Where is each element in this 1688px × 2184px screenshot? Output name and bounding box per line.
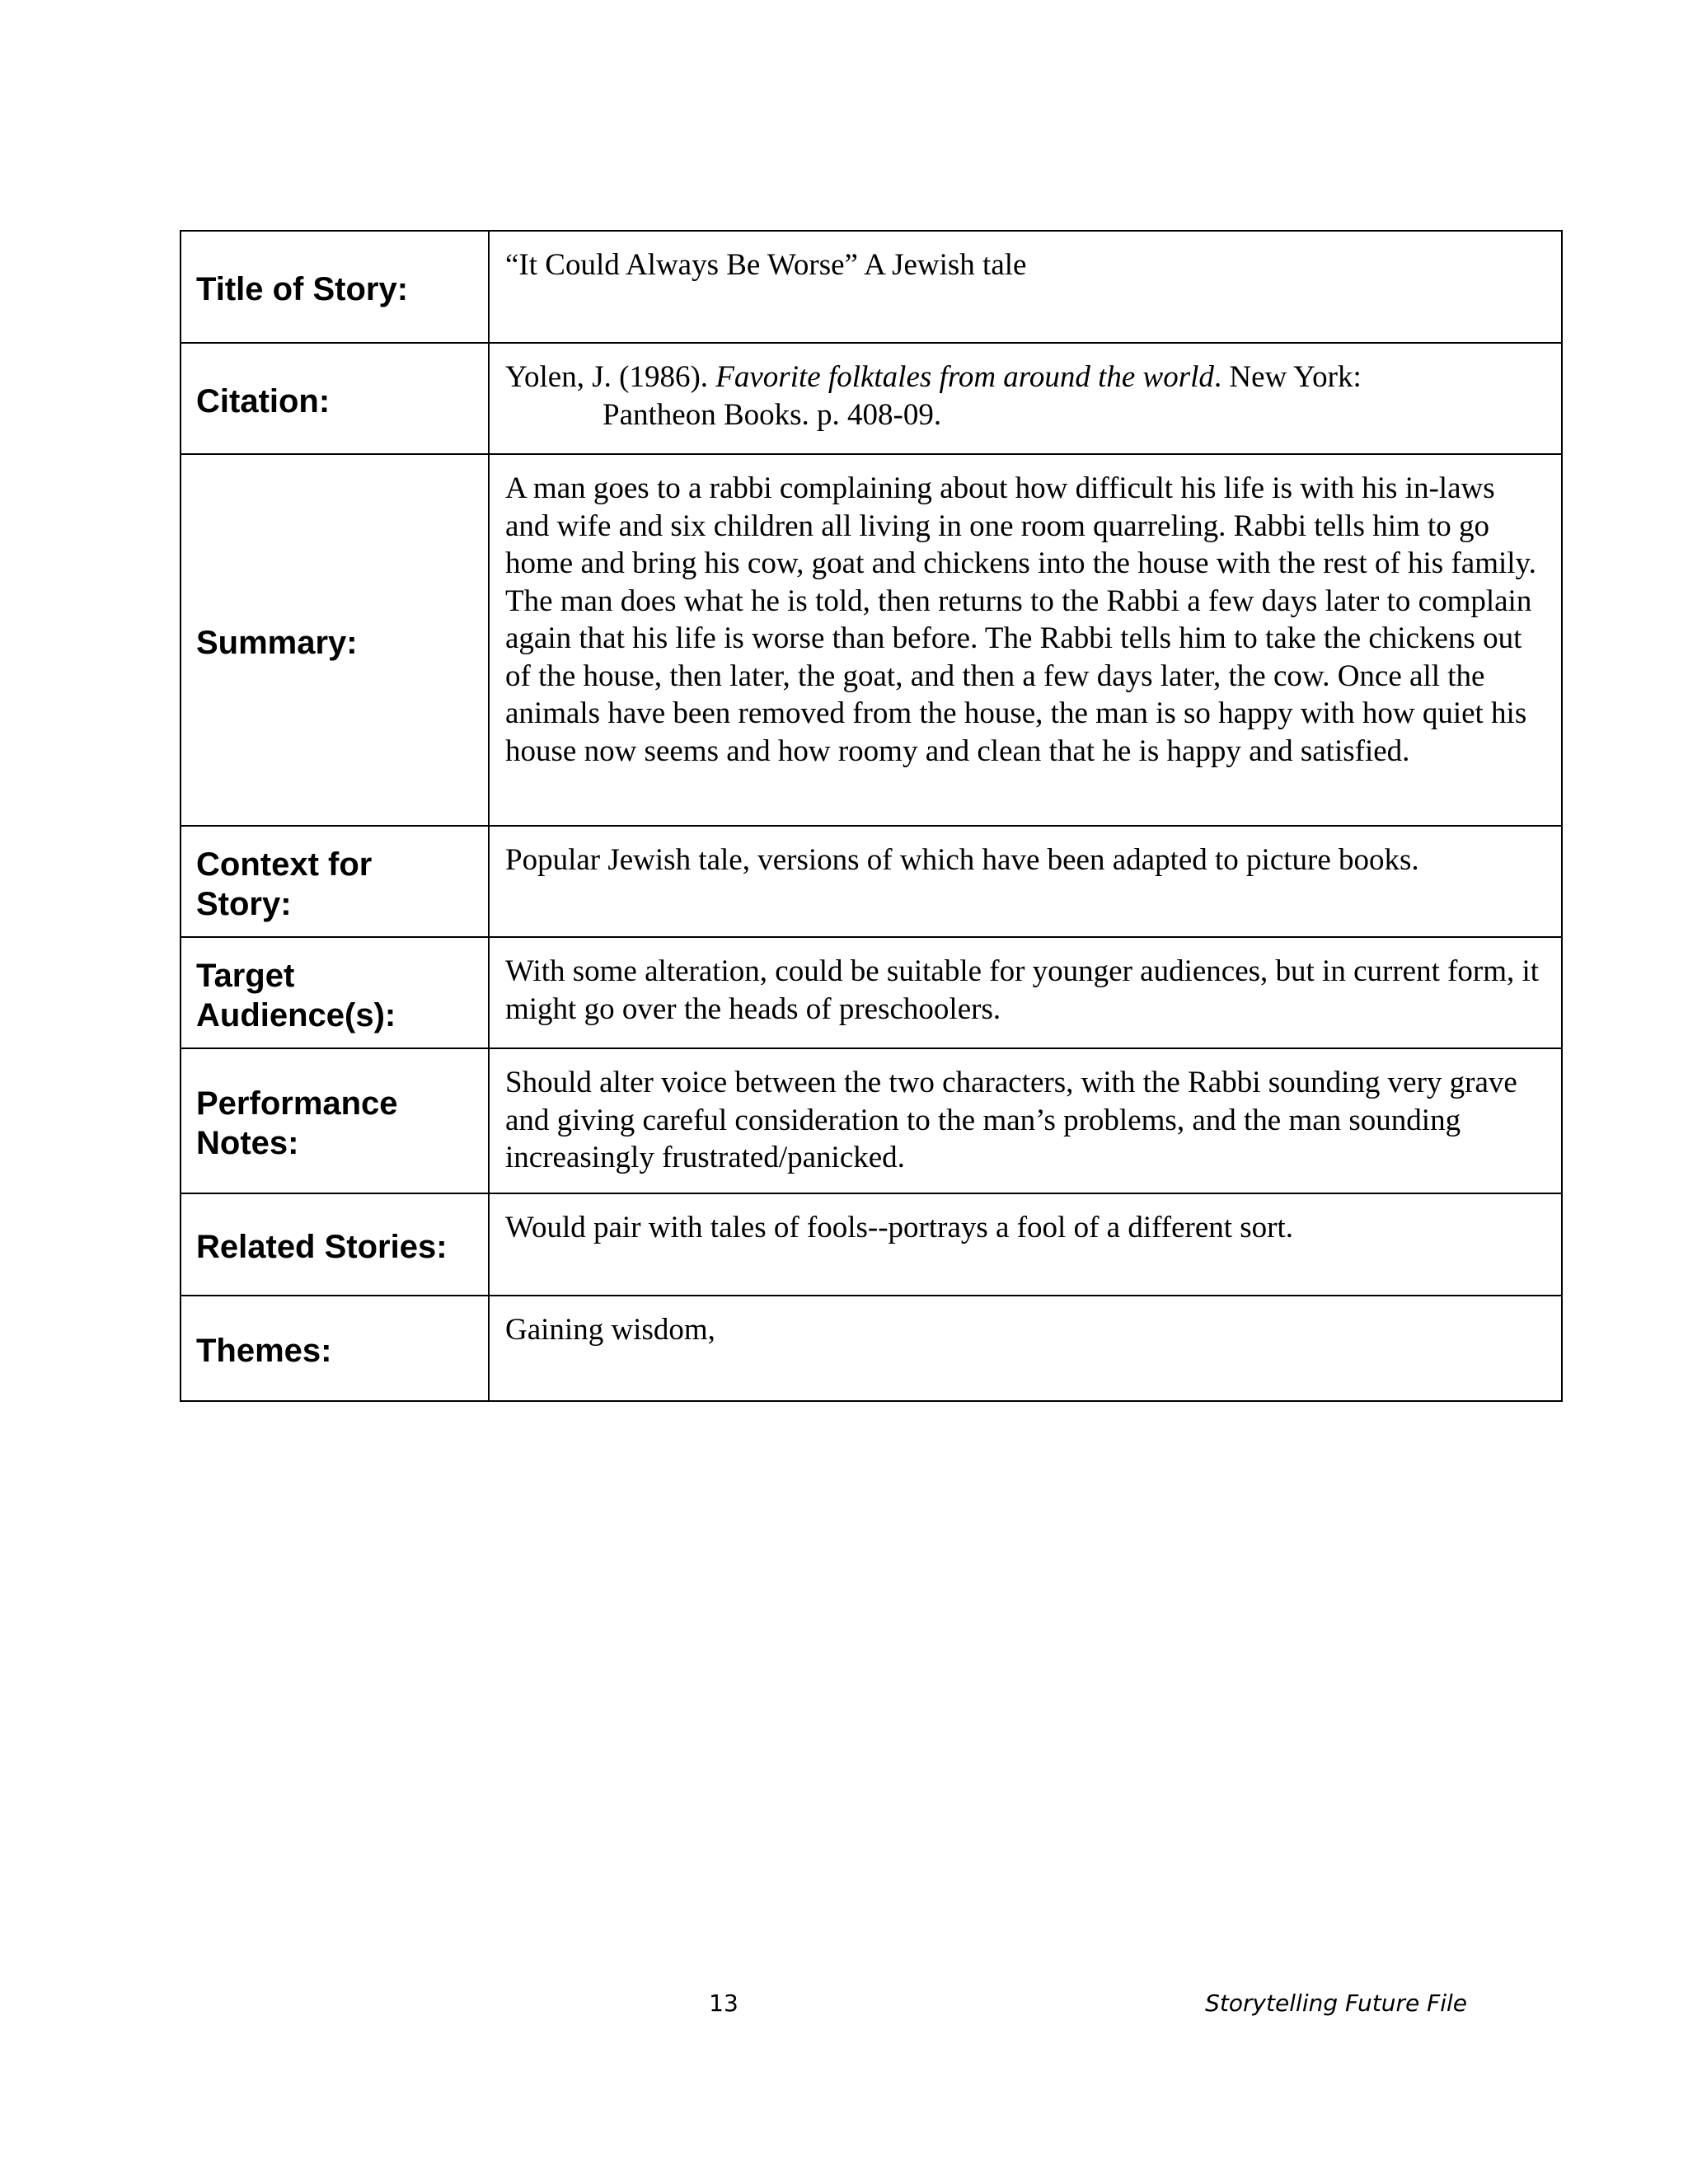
value-summary: A man goes to a rabbi complaining about how difficult his life is with his in-laws and wife and six children all living in one room quarreling. Rabbi tells him to go home and bring his cow, goat and chickens into the house with the rest of his family. The man does what he is told, then returns to the Rabbi a few days later to complain again that his life is worse than before. The Rabbi tells him to take the chickens out of the house, then later, the goat, and then a few days later, the cow. Once all the animals have been removed from the house, the man is so happy with how quiet his house now seems and how roomy and clean that he is happy and satisfied. — [489, 454, 1562, 826]
label-target-line1: Target — [196, 957, 295, 994]
value-themes: Gaining wisdom, — [489, 1296, 1562, 1401]
citation-publisher: Pantheon Books. p. 408-09. — [603, 397, 942, 432]
label-context-for-story — [181, 826, 489, 937]
label-summary: Summary: — [181, 454, 489, 826]
row-performance-notes — [181, 1048, 1562, 1193]
row-summary — [181, 454, 1562, 826]
row-related-stories — [181, 1193, 1562, 1296]
value-related-stories: Would pair with tales of fools--portrays a fool of a different sort. — [489, 1193, 1562, 1296]
label-citation: Citation: — [181, 343, 489, 454]
value-performance-notes: Should alter voice between the two characters, with the Rabbi sounding very grave and giving careful consideration to the man’s problems, and the man sounding increasingly frustrated/panicked. — [489, 1048, 1562, 1193]
value-citation — [489, 343, 1562, 454]
footer-document-title: Storytelling Future File — [1205, 1990, 1467, 2017]
label-performance-line2: Notes: — [196, 1125, 299, 1161]
row-context-for-story — [181, 826, 1562, 937]
citation-author-year: Yolen, J. (1986). — [505, 360, 716, 394]
row-title-of-story — [181, 231, 1562, 343]
label-target-line2: Audience(s): — [196, 996, 396, 1033]
citation-place: . New York: — [1213, 360, 1362, 394]
story-record-table — [180, 230, 1563, 1402]
row-citation — [181, 343, 1562, 454]
value-title-of-story: “It Could Always Be Worse” A Jewish tale — [489, 231, 1562, 343]
label-themes: Themes: — [181, 1296, 489, 1401]
label-target-audiences — [181, 937, 489, 1048]
label-related-stories: Related Stories: — [181, 1193, 489, 1296]
label-context-line2: Story: — [196, 885, 292, 922]
page-number: 13 — [709, 1990, 738, 2017]
label-performance-line1: Performance — [196, 1085, 398, 1122]
label-performance-notes — [181, 1048, 489, 1193]
row-themes — [181, 1296, 1562, 1401]
value-target-audiences: With some alteration, could be suitable for younger audiences, but in current form, it might go over the heads of preschoolers. — [489, 937, 1562, 1048]
label-title-of-story: Title of Story: — [181, 231, 489, 343]
label-context-line1: Context for — [196, 846, 373, 883]
row-target-audiences — [181, 937, 1562, 1048]
citation-book-title: Favorite folktales from around the world — [715, 360, 1214, 394]
value-context-for-story: Popular Jewish tale, versions of which have been adapted to picture books. — [489, 826, 1562, 937]
